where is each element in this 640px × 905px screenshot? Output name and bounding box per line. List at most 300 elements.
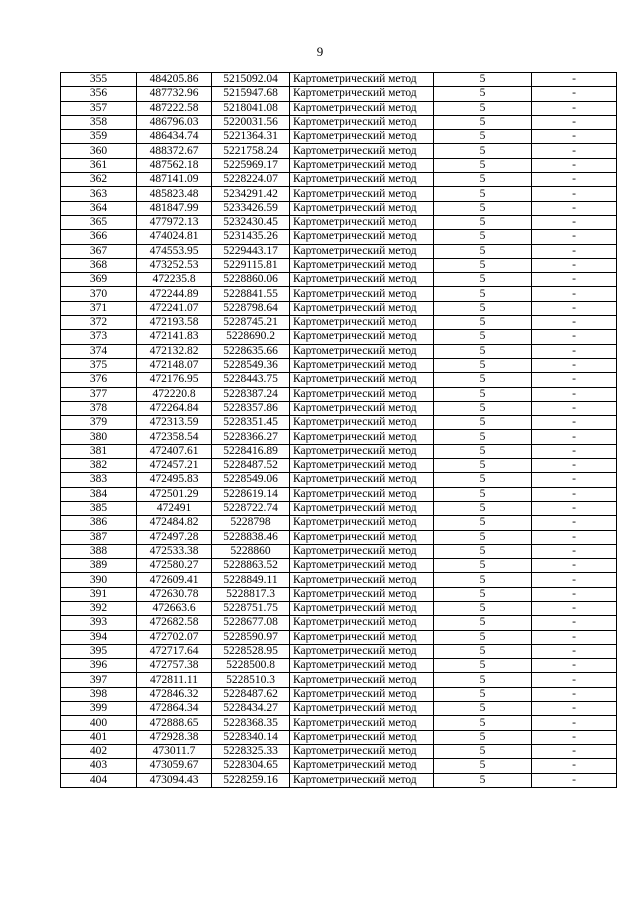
accuracy-cell: 5 (434, 287, 532, 301)
x-coordinate-cell: 473011.7 (137, 744, 212, 758)
x-coordinate-cell: 481847.99 (137, 201, 212, 215)
y-coordinate-cell: 5228528.95 (212, 644, 290, 658)
y-coordinate-cell: 5228443.75 (212, 373, 290, 387)
accuracy-cell: 5 (434, 430, 532, 444)
method-cell: Картометрический метод (290, 644, 434, 658)
accuracy-cell: 5 (434, 673, 532, 687)
y-coordinate-cell: 5228224.07 (212, 173, 290, 187)
accuracy-cell: 5 (434, 173, 532, 187)
table-row (61, 544, 617, 558)
method-cell: Картометрический метод (290, 144, 434, 158)
point-number-cell: 359 (61, 130, 137, 144)
x-coordinate-cell: 472235.8 (137, 273, 212, 287)
table-row (61, 659, 617, 673)
y-coordinate-cell: 5228751.75 (212, 601, 290, 615)
table-row (61, 344, 617, 358)
description-cell: - (532, 459, 617, 473)
table-row (61, 287, 617, 301)
x-coordinate-cell: 472241.07 (137, 301, 212, 315)
method-cell: Картометрический метод (290, 73, 434, 87)
point-number-cell: 399 (61, 702, 137, 716)
point-number-cell: 396 (61, 659, 137, 673)
accuracy-cell: 5 (434, 215, 532, 229)
description-cell: - (532, 416, 617, 430)
method-cell: Картометрический метод (290, 573, 434, 587)
table-row (61, 87, 617, 101)
description-cell: - (532, 316, 617, 330)
x-coordinate-cell: 487141.09 (137, 173, 212, 187)
point-number-cell: 366 (61, 230, 137, 244)
x-coordinate-cell: 472630.78 (137, 587, 212, 601)
description-cell: - (532, 144, 617, 158)
description-cell: - (532, 258, 617, 272)
description-cell: - (532, 358, 617, 372)
x-coordinate-cell: 472220.8 (137, 387, 212, 401)
x-coordinate-cell: 472846.32 (137, 687, 212, 701)
description-cell: - (532, 73, 617, 87)
x-coordinate-cell: 472358.54 (137, 430, 212, 444)
method-cell: Картометрический метод (290, 773, 434, 787)
method-cell: Картометрический метод (290, 373, 434, 387)
accuracy-cell: 5 (434, 759, 532, 773)
description-cell: - (532, 430, 617, 444)
table-row (61, 702, 617, 716)
x-coordinate-cell: 473094.43 (137, 773, 212, 787)
table-row (61, 473, 617, 487)
method-cell: Картометрический метод (290, 258, 434, 272)
accuracy-cell: 5 (434, 601, 532, 615)
table-row (61, 759, 617, 773)
point-number-cell: 358 (61, 115, 137, 129)
x-coordinate-cell: 472484.82 (137, 516, 212, 530)
table-row (61, 730, 617, 744)
description-cell: - (532, 630, 617, 644)
y-coordinate-cell: 5228357.86 (212, 401, 290, 415)
accuracy-cell: 5 (434, 687, 532, 701)
y-coordinate-cell: 5228860.06 (212, 273, 290, 287)
x-coordinate-cell: 472501.29 (137, 487, 212, 501)
x-coordinate-cell: 474553.95 (137, 244, 212, 258)
table-row (61, 230, 617, 244)
table-row (61, 673, 617, 687)
table-row (61, 273, 617, 287)
point-number-cell: 398 (61, 687, 137, 701)
point-number-cell: 402 (61, 744, 137, 758)
method-cell: Картометрический метод (290, 716, 434, 730)
accuracy-cell: 5 (434, 587, 532, 601)
accuracy-cell: 5 (434, 158, 532, 172)
accuracy-cell: 5 (434, 544, 532, 558)
table-row (61, 487, 617, 501)
method-cell: Картометрический метод (290, 459, 434, 473)
x-coordinate-cell: 472928.38 (137, 730, 212, 744)
point-number-cell: 387 (61, 530, 137, 544)
y-coordinate-cell: 5228549.36 (212, 358, 290, 372)
method-cell: Картометрический метод (290, 187, 434, 201)
table-row (61, 130, 617, 144)
accuracy-cell: 5 (434, 344, 532, 358)
point-number-cell: 391 (61, 587, 137, 601)
point-number-cell: 390 (61, 573, 137, 587)
description-cell: - (532, 87, 617, 101)
y-coordinate-cell: 5228635.66 (212, 344, 290, 358)
accuracy-cell: 5 (434, 744, 532, 758)
y-coordinate-cell: 5228590.97 (212, 630, 290, 644)
description-cell: - (532, 330, 617, 344)
table-row (61, 330, 617, 344)
x-coordinate-cell: 472609.41 (137, 573, 212, 587)
table-row (61, 516, 617, 530)
accuracy-cell: 5 (434, 702, 532, 716)
description-cell: - (532, 501, 617, 515)
method-cell: Картометрический метод (290, 87, 434, 101)
method-cell: Картометрический метод (290, 201, 434, 215)
point-number-cell: 383 (61, 473, 137, 487)
method-cell: Картометрический метод (290, 659, 434, 673)
x-coordinate-cell: 472457.21 (137, 459, 212, 473)
y-coordinate-cell: 5228259.16 (212, 773, 290, 787)
table-row (61, 387, 617, 401)
table-row (61, 187, 617, 201)
y-coordinate-cell: 5228500.8 (212, 659, 290, 673)
description-cell: - (532, 659, 617, 673)
accuracy-cell: 5 (434, 630, 532, 644)
y-coordinate-cell: 5233426.59 (212, 201, 290, 215)
accuracy-cell: 5 (434, 559, 532, 573)
table-row (61, 416, 617, 430)
table-row (61, 173, 617, 187)
x-coordinate-cell: 472580.27 (137, 559, 212, 573)
point-number-cell: 393 (61, 616, 137, 630)
accuracy-cell: 5 (434, 330, 532, 344)
description-cell: - (532, 716, 617, 730)
y-coordinate-cell: 5225969.17 (212, 158, 290, 172)
description-cell: - (532, 244, 617, 258)
method-cell: Картометрический метод (290, 358, 434, 372)
point-number-cell: 382 (61, 459, 137, 473)
point-number-cell: 368 (61, 258, 137, 272)
table-row (61, 73, 617, 87)
description-cell: - (532, 730, 617, 744)
method-cell: Картометрический метод (290, 101, 434, 115)
accuracy-cell: 5 (434, 659, 532, 673)
accuracy-cell: 5 (434, 187, 532, 201)
accuracy-cell: 5 (434, 73, 532, 87)
description-cell: - (532, 344, 617, 358)
method-cell: Картометрический метод (290, 544, 434, 558)
y-coordinate-cell: 5228351.45 (212, 416, 290, 430)
point-number-cell: 392 (61, 601, 137, 615)
table-row (61, 501, 617, 515)
table-row (61, 158, 617, 172)
description-cell: - (532, 401, 617, 415)
table-row (61, 630, 617, 644)
description-cell: - (532, 287, 617, 301)
method-cell: Картометрический метод (290, 516, 434, 530)
method-cell: Картометрический метод (290, 501, 434, 515)
description-cell: - (532, 115, 617, 129)
description-cell: - (532, 130, 617, 144)
x-coordinate-cell: 472148.07 (137, 358, 212, 372)
point-number-cell: 379 (61, 416, 137, 430)
accuracy-cell: 5 (434, 444, 532, 458)
x-coordinate-cell: 472702.07 (137, 630, 212, 644)
y-coordinate-cell: 5234291.42 (212, 187, 290, 201)
accuracy-cell: 5 (434, 373, 532, 387)
description-cell: - (532, 573, 617, 587)
y-coordinate-cell: 5228387.24 (212, 387, 290, 401)
point-number-cell: 401 (61, 730, 137, 744)
accuracy-cell: 5 (434, 501, 532, 515)
table-row (61, 744, 617, 758)
description-cell: - (532, 673, 617, 687)
description-cell: - (532, 473, 617, 487)
y-coordinate-cell: 5228798.64 (212, 301, 290, 315)
description-cell: - (532, 444, 617, 458)
method-cell: Картометрический метод (290, 759, 434, 773)
description-cell: - (532, 516, 617, 530)
method-cell: Картометрический метод (290, 130, 434, 144)
method-cell: Картометрический метод (290, 273, 434, 287)
y-coordinate-cell: 5228510.3 (212, 673, 290, 687)
y-coordinate-cell: 5221364.31 (212, 130, 290, 144)
x-coordinate-cell: 472533.38 (137, 544, 212, 558)
x-coordinate-cell: 472717.64 (137, 644, 212, 658)
table-row (61, 773, 617, 787)
coordinates-table (60, 72, 617, 788)
point-number-cell: 357 (61, 101, 137, 115)
accuracy-cell: 5 (434, 230, 532, 244)
point-number-cell: 369 (61, 273, 137, 287)
table-row (61, 644, 617, 658)
point-number-cell: 397 (61, 673, 137, 687)
y-coordinate-cell: 5228368.35 (212, 716, 290, 730)
x-coordinate-cell: 472407.61 (137, 444, 212, 458)
x-coordinate-cell: 472682.58 (137, 616, 212, 630)
x-coordinate-cell: 473252.53 (137, 258, 212, 272)
description-cell: - (532, 158, 617, 172)
x-coordinate-cell: 472193.58 (137, 316, 212, 330)
description-cell: - (532, 373, 617, 387)
method-cell: Картометрический метод (290, 387, 434, 401)
point-number-cell: 355 (61, 73, 137, 87)
method-cell: Картометрический метод (290, 416, 434, 430)
method-cell: Картометрический метод (290, 173, 434, 187)
method-cell: Картометрический метод (290, 301, 434, 315)
x-coordinate-cell: 487732.96 (137, 87, 212, 101)
method-cell: Картометрический метод (290, 673, 434, 687)
method-cell: Картометрический метод (290, 115, 434, 129)
method-cell: Картометрический метод (290, 444, 434, 458)
point-number-cell: 395 (61, 644, 137, 658)
description-cell: - (532, 601, 617, 615)
method-cell: Картометрический метод (290, 702, 434, 716)
point-number-cell: 404 (61, 773, 137, 787)
method-cell: Картометрический метод (290, 687, 434, 701)
y-coordinate-cell: 5228860 (212, 544, 290, 558)
y-coordinate-cell: 5228487.52 (212, 459, 290, 473)
method-cell: Картометрический метод (290, 744, 434, 758)
accuracy-cell: 5 (434, 273, 532, 287)
y-coordinate-cell: 5231435.26 (212, 230, 290, 244)
accuracy-cell: 5 (434, 258, 532, 272)
accuracy-cell: 5 (434, 401, 532, 415)
x-coordinate-cell: 472864.34 (137, 702, 212, 716)
y-coordinate-cell: 5228745.21 (212, 316, 290, 330)
accuracy-cell: 5 (434, 387, 532, 401)
x-coordinate-cell: 472264.84 (137, 401, 212, 415)
method-cell: Картометрический метод (290, 616, 434, 630)
method-cell: Картометрический метод (290, 215, 434, 229)
x-coordinate-cell: 488372.67 (137, 144, 212, 158)
y-coordinate-cell: 5228487.62 (212, 687, 290, 701)
y-coordinate-cell: 5228722.74 (212, 501, 290, 515)
point-number-cell: 377 (61, 387, 137, 401)
accuracy-cell: 5 (434, 358, 532, 372)
method-cell: Картометрический метод (290, 473, 434, 487)
x-coordinate-cell: 486434.74 (137, 130, 212, 144)
method-cell: Картометрический метод (290, 244, 434, 258)
description-cell: - (532, 215, 617, 229)
description-cell: - (532, 587, 617, 601)
method-cell: Картометрический метод (290, 601, 434, 615)
y-coordinate-cell: 5228549.06 (212, 473, 290, 487)
x-coordinate-cell: 472491 (137, 501, 212, 515)
accuracy-cell: 5 (434, 773, 532, 787)
description-cell: - (532, 616, 617, 630)
x-coordinate-cell: 486796.03 (137, 115, 212, 129)
description-cell: - (532, 773, 617, 787)
accuracy-cell: 5 (434, 516, 532, 530)
point-number-cell: 375 (61, 358, 137, 372)
description-cell: - (532, 559, 617, 573)
y-coordinate-cell: 5218041.08 (212, 101, 290, 115)
accuracy-cell: 5 (434, 573, 532, 587)
point-number-cell: 384 (61, 487, 137, 501)
point-number-cell: 372 (61, 316, 137, 330)
point-number-cell: 360 (61, 144, 137, 158)
table-row (61, 258, 617, 272)
accuracy-cell: 5 (434, 130, 532, 144)
table-row (61, 444, 617, 458)
y-coordinate-cell: 5228863.52 (212, 559, 290, 573)
accuracy-cell: 5 (434, 201, 532, 215)
y-coordinate-cell: 5220031.56 (212, 115, 290, 129)
description-cell: - (532, 644, 617, 658)
x-coordinate-cell: 472495.83 (137, 473, 212, 487)
table-row (61, 601, 617, 615)
table-row (61, 144, 617, 158)
description-cell: - (532, 173, 617, 187)
accuracy-cell: 5 (434, 530, 532, 544)
description-cell: - (532, 759, 617, 773)
description-cell: - (532, 744, 617, 758)
method-cell: Картометрический метод (290, 630, 434, 644)
description-cell: - (532, 187, 617, 201)
y-coordinate-cell: 5228677.08 (212, 616, 290, 630)
table-row (61, 101, 617, 115)
accuracy-cell: 5 (434, 730, 532, 744)
x-coordinate-cell: 474024.81 (137, 230, 212, 244)
y-coordinate-cell: 5228841.55 (212, 287, 290, 301)
y-coordinate-cell: 5229115.81 (212, 258, 290, 272)
point-number-cell: 370 (61, 287, 137, 301)
table-row (61, 687, 617, 701)
point-number-cell: 381 (61, 444, 137, 458)
x-coordinate-cell: 485823.48 (137, 187, 212, 201)
method-cell: Картометрический метод (290, 730, 434, 744)
method-cell: Картометрический метод (290, 287, 434, 301)
accuracy-cell: 5 (434, 716, 532, 730)
y-coordinate-cell: 5229443.17 (212, 244, 290, 258)
x-coordinate-cell: 472888.65 (137, 716, 212, 730)
y-coordinate-cell: 5228304.65 (212, 759, 290, 773)
description-cell: - (532, 273, 617, 287)
table-row (61, 716, 617, 730)
y-coordinate-cell: 5228849.11 (212, 573, 290, 587)
accuracy-cell: 5 (434, 244, 532, 258)
point-number-cell: 380 (61, 430, 137, 444)
description-cell: - (532, 387, 617, 401)
x-coordinate-cell: 472141.83 (137, 330, 212, 344)
point-number-cell: 365 (61, 215, 137, 229)
point-number-cell: 371 (61, 301, 137, 315)
accuracy-cell: 5 (434, 416, 532, 430)
description-cell: - (532, 230, 617, 244)
x-coordinate-cell: 472811.11 (137, 673, 212, 687)
method-cell: Картометрический метод (290, 401, 434, 415)
page-number: 9 (316, 44, 324, 59)
table-row (61, 616, 617, 630)
y-coordinate-cell: 5228340.14 (212, 730, 290, 744)
method-cell: Картометрический метод (290, 330, 434, 344)
table-row (61, 301, 617, 315)
x-coordinate-cell: 472663.6 (137, 601, 212, 615)
accuracy-cell: 5 (434, 301, 532, 315)
y-coordinate-cell: 5221758.24 (212, 144, 290, 158)
y-coordinate-cell: 5215092.04 (212, 73, 290, 87)
description-cell: - (532, 301, 617, 315)
table-row (61, 530, 617, 544)
x-coordinate-cell: 472244.89 (137, 287, 212, 301)
table-row (61, 459, 617, 473)
table-row (61, 401, 617, 415)
accuracy-cell: 5 (434, 316, 532, 330)
y-coordinate-cell: 5232430.45 (212, 215, 290, 229)
accuracy-cell: 5 (434, 487, 532, 501)
point-number-cell: 394 (61, 630, 137, 644)
point-number-cell: 400 (61, 716, 137, 730)
point-number-cell: 389 (61, 559, 137, 573)
description-cell: - (532, 687, 617, 701)
x-coordinate-cell: 477972.13 (137, 215, 212, 229)
point-number-cell: 388 (61, 544, 137, 558)
point-number-cell: 364 (61, 201, 137, 215)
y-coordinate-cell: 5228325.33 (212, 744, 290, 758)
method-cell: Картометрический метод (290, 316, 434, 330)
table-row (61, 559, 617, 573)
y-coordinate-cell: 5228817.3 (212, 587, 290, 601)
point-number-cell: 373 (61, 330, 137, 344)
point-number-cell: 363 (61, 187, 137, 201)
accuracy-cell: 5 (434, 459, 532, 473)
description-cell: - (532, 544, 617, 558)
description-cell: - (532, 530, 617, 544)
table-row (61, 358, 617, 372)
description-cell: - (532, 487, 617, 501)
description-cell: - (532, 201, 617, 215)
y-coordinate-cell: 5228434.27 (212, 702, 290, 716)
